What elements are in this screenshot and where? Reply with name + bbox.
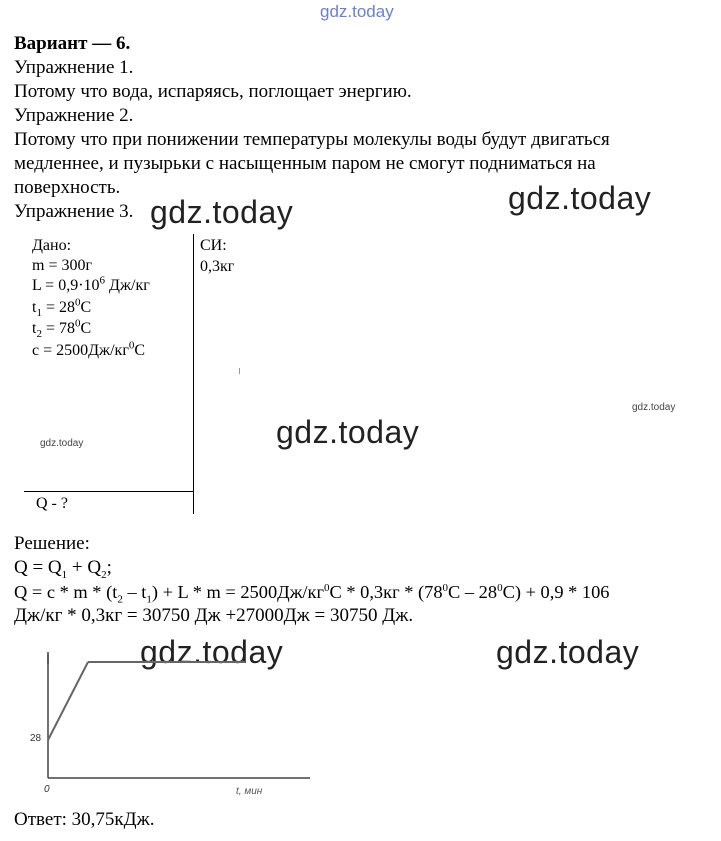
exercise-2-line: Потому что при понижении температуры молекулы воды будут двигаться — [14, 129, 610, 150]
solution-title: Решение: — [14, 533, 90, 554]
graph-x-label: t, мин — [236, 786, 263, 797]
si-mass: 0,3кг — [200, 258, 235, 275]
given-t1: $t_1 = 28^0C$ — [32, 296, 92, 320]
find-quantity: Q - ? — [36, 495, 68, 512]
heating-segment — [48, 662, 88, 740]
given-mass: m = 300г — [32, 257, 93, 274]
exercise-3-title: Упражнение 3. — [14, 201, 134, 222]
given-specific-heat: $c = 2500Дж/кг^0C$ — [32, 339, 146, 359]
solution-eq1: $Q = Q_1 + Q_2$; — [14, 557, 112, 581]
exercise-2-line: медленнее, и пузырьки с насыщенным паром не смогут подниматься на — [14, 153, 596, 174]
temperature-graph — [20, 640, 320, 810]
graph-y-tick: 28 — [30, 733, 42, 744]
given-divider-horizontal — [24, 491, 194, 492]
given-title: Дано: — [32, 237, 72, 254]
watermark-small: gdz.today — [632, 402, 676, 413]
watermark: gdz.today — [276, 414, 420, 450]
final-answer: Ответ: 30,75кДж. — [14, 809, 155, 830]
solution-eq2: $Q = c * m * (t_2 - t_1) + L * m = 2500Дж/кг^0C * 0,3кг * (78^0C - 28^0C) + 0,9 * 106$ — [14, 581, 610, 606]
exercise-2-line: поверхность. — [14, 177, 121, 198]
exercise-1-title: Упражнение 1. — [14, 57, 134, 78]
watermark-small: gdz.today — [40, 438, 84, 449]
si-title: СИ: — [200, 237, 227, 254]
given-divider-vertical — [193, 234, 194, 514]
speck — [239, 368, 240, 374]
watermark-top: gdz.today — [320, 2, 394, 21]
given-latent-heat: $L = 0,9\cdot 10^6$ Дж/кг — [32, 274, 150, 294]
watermark: gdz.today — [508, 180, 652, 216]
given-t2: $t_2 = 78^0C$ — [32, 317, 92, 341]
exercise-2-title: Упражнение 2. — [14, 105, 134, 126]
watermark: gdz.today — [496, 634, 640, 670]
exercise-1-answer: Потому что вода, испаряясь, поглощает энергию. — [14, 81, 412, 102]
watermark: gdz.today — [150, 194, 294, 230]
solution-eq3: Дж/кг * 0,3кг = 30750 Дж +27000Дж = 30750 Дж. — [14, 605, 414, 626]
graph-x-origin: 0 — [44, 784, 50, 795]
watermark: gdz.today — [140, 634, 284, 670]
variant-heading: Вариант — 6. — [14, 33, 131, 54]
